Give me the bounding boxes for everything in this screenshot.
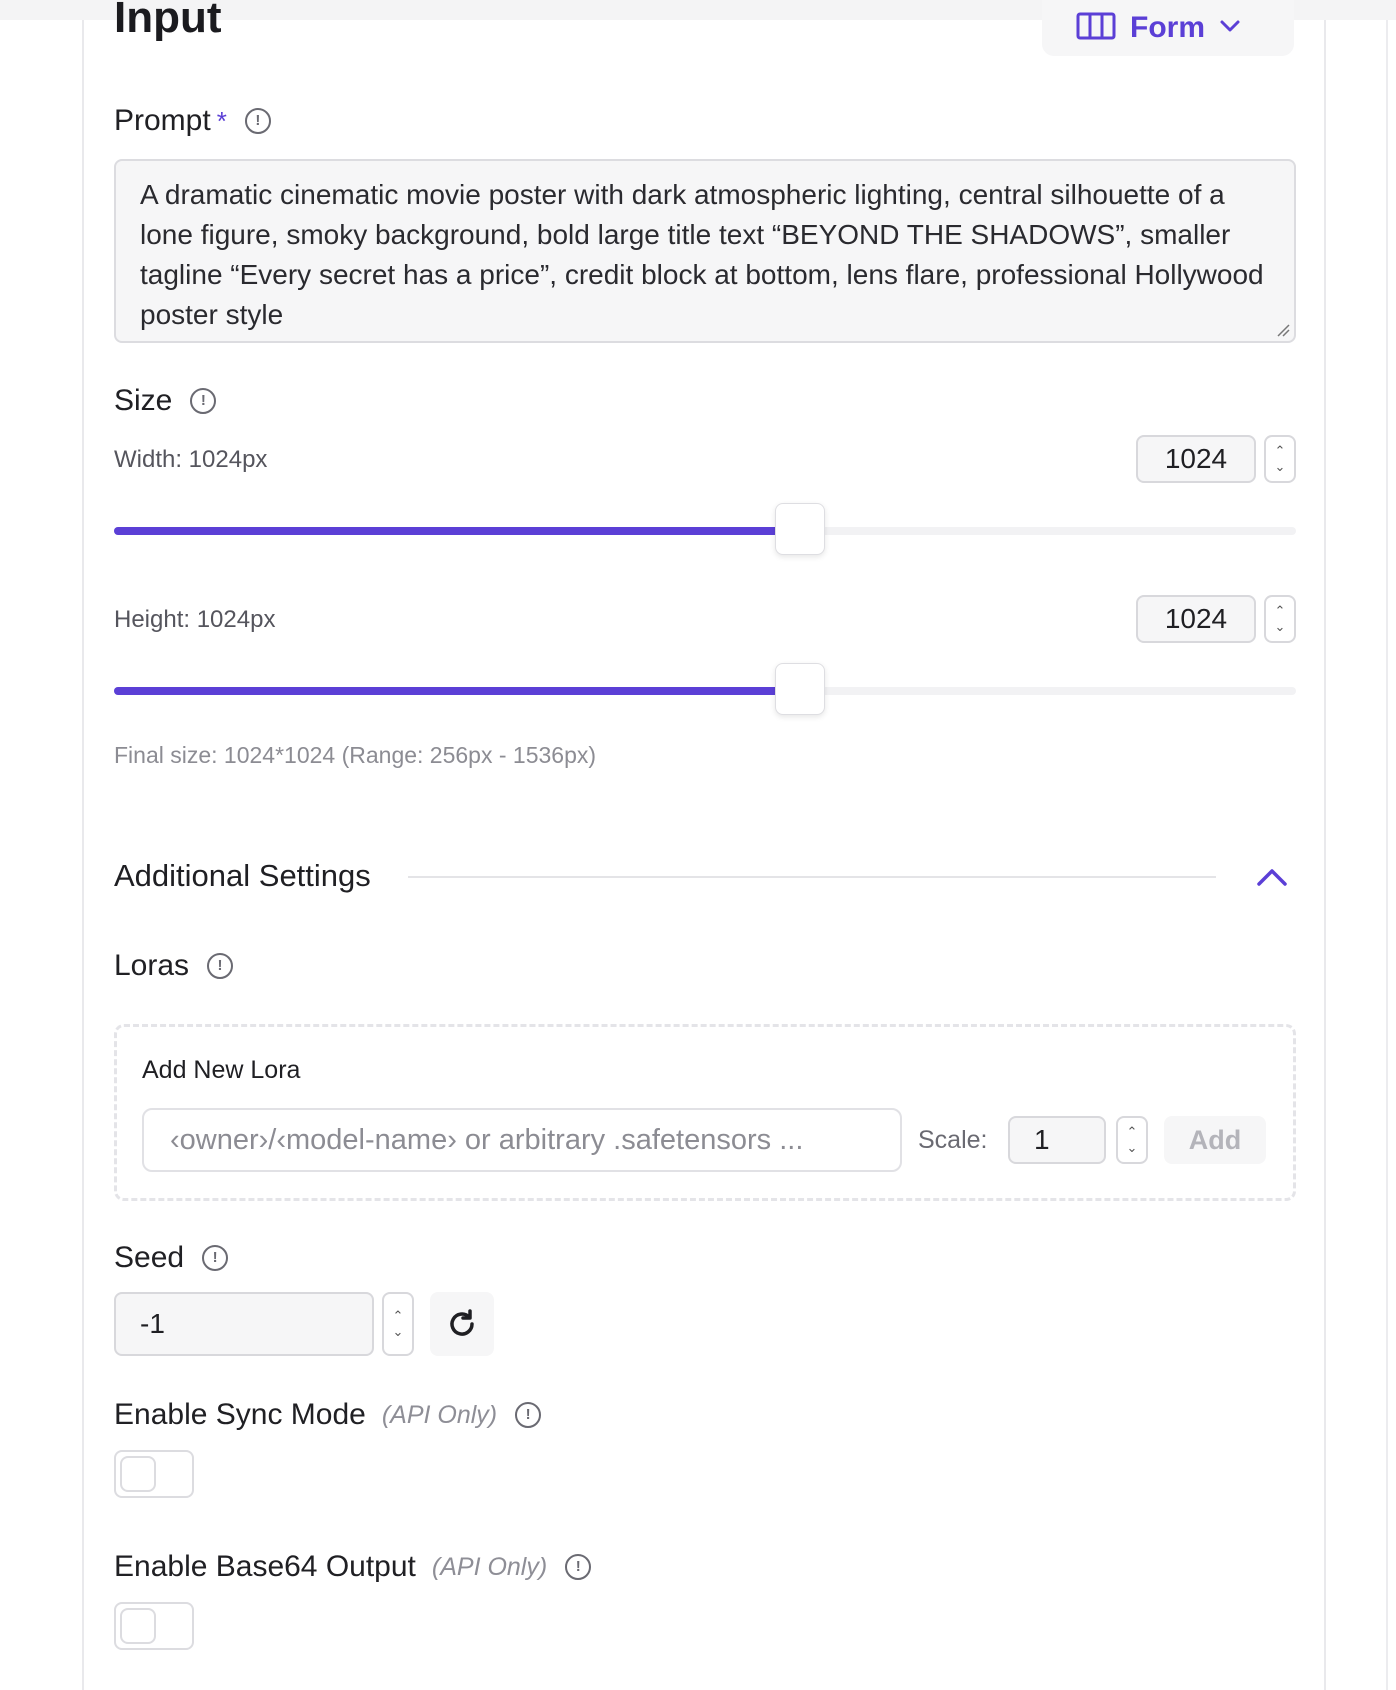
section-divider <box>408 876 1216 878</box>
decrement-icon[interactable]: ⌄ <box>1274 459 1286 474</box>
info-icon[interactable]: ! <box>515 1402 541 1428</box>
prompt-label-row <box>114 103 271 139</box>
scale-label: Scale: <box>918 1126 988 1154</box>
height-input[interactable]: 1024 <box>1136 595 1256 643</box>
size-label-row <box>114 383 216 419</box>
sync-mode-label: Enable Sync Mode <box>114 1398 366 1431</box>
view-mode-label: Form <box>1130 11 1205 44</box>
seed-label: Seed <box>114 1241 185 1274</box>
prompt-text: A dramatic cinematic movie poster with dark atmospheric lighting, central silhouette of a lone figure, smoky background, bold large title text “BEYOND THE SHADOWS”, smaller tagline “Every secret has a price”, credit block at bottom, lens flare, professional Hollywood poster style <box>140 179 1264 330</box>
increment-icon[interactable]: ⌃ <box>1274 603 1286 618</box>
scroll-edge <box>1386 20 1388 1690</box>
seed-stepper[interactable] <box>382 1292 414 1356</box>
sync-mode-toggle[interactable] <box>114 1450 194 1498</box>
info-icon[interactable]: ! <box>202 1245 228 1271</box>
height-label: Height: 1024px <box>114 606 276 633</box>
height-slider-fill <box>114 687 800 695</box>
view-mode-selector[interactable] <box>1042 0 1294 56</box>
seed-label-row <box>114 1240 228 1276</box>
final-size-hint: Final size: 1024*1024 (Range: 256px - 1536px) <box>114 742 597 768</box>
scale-input[interactable]: 1 <box>1008 1116 1106 1164</box>
toggle-knob <box>120 1456 156 1492</box>
add-lora-button[interactable]: Add <box>1164 1116 1266 1164</box>
width-slider-handle[interactable] <box>775 503 825 555</box>
api-only-note: (API Only) <box>431 1553 548 1581</box>
api-only-note: (API Only) <box>381 1401 498 1429</box>
loras-label-row <box>114 948 233 984</box>
size-label: Size <box>114 384 173 417</box>
prompt-textarea[interactable] <box>114 159 1296 343</box>
required-mark: * <box>216 106 227 136</box>
base64-output-toggle[interactable] <box>114 1602 194 1650</box>
height-slider[interactable] <box>114 687 1296 695</box>
panel-title: Input <box>114 0 222 42</box>
increment-icon[interactable]: ⌃ <box>1126 1124 1138 1139</box>
decrement-icon[interactable]: ⌄ <box>392 1324 404 1339</box>
toggle-knob <box>120 1608 156 1644</box>
increment-icon[interactable]: ⌃ <box>392 1308 404 1323</box>
height-slider-handle[interactable] <box>775 663 825 715</box>
lora-model-input[interactable]: ‹owner›/‹model-name› or arbitrary .safetensors ... <box>142 1108 902 1172</box>
info-icon[interactable]: ! <box>245 108 271 134</box>
info-icon[interactable]: ! <box>190 388 216 414</box>
chevron-down-icon <box>1219 19 1241 38</box>
width-slider[interactable] <box>114 527 1296 535</box>
width-stepper[interactable] <box>1264 435 1296 483</box>
width-label: Width: 1024px <box>114 446 268 473</box>
seed-input[interactable]: -1 <box>114 1292 374 1356</box>
width-slider-fill <box>114 527 800 535</box>
chevron-up-icon[interactable] <box>1254 860 1290 892</box>
loras-label: Loras <box>114 949 190 982</box>
add-lora-title: Add New Lora <box>142 1056 301 1084</box>
base64-output-label: Enable Base64 Output <box>114 1550 416 1583</box>
base64-label-row <box>114 1549 591 1585</box>
width-input[interactable]: 1024 <box>1136 435 1256 483</box>
decrement-icon[interactable]: ⌄ <box>1126 1140 1138 1155</box>
increment-icon[interactable]: ⌃ <box>1274 443 1286 458</box>
prompt-label: Prompt <box>114 104 211 137</box>
refresh-icon <box>446 1308 478 1340</box>
resize-grip-icon[interactable] <box>1276 323 1290 337</box>
table-icon <box>1076 12 1116 45</box>
randomize-seed-button[interactable] <box>430 1292 494 1356</box>
info-icon[interactable]: ! <box>565 1554 591 1580</box>
sync-mode-label-row <box>114 1397 541 1433</box>
decrement-icon[interactable]: ⌄ <box>1274 619 1286 634</box>
height-stepper[interactable] <box>1264 595 1296 643</box>
info-icon[interactable]: ! <box>207 953 233 979</box>
additional-settings-title[interactable]: Additional Settings <box>114 858 371 893</box>
scale-stepper[interactable] <box>1116 1116 1148 1164</box>
